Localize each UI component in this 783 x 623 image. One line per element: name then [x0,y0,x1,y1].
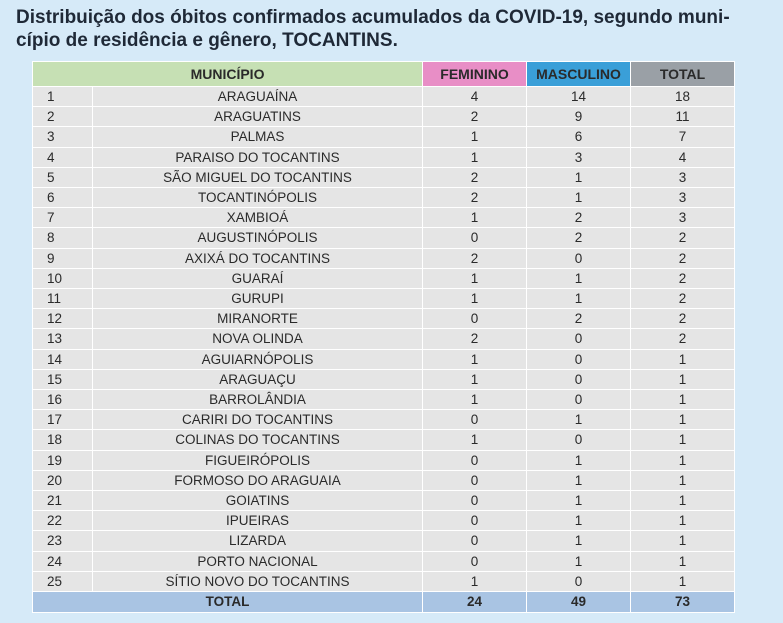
table-row [33,571,735,591]
row-masculino: 0 [527,390,631,410]
row-feminino: 2 [423,248,527,268]
row-feminino: 1 [423,349,527,369]
table-row [33,390,735,410]
row-masculino: 1 [527,491,631,511]
row-index: 21 [33,491,93,511]
row-total: 2 [631,268,735,288]
table-row [33,188,735,208]
row-municipio: FORMOSO DO ARAGUAIA [93,470,423,490]
row-total: 1 [631,349,735,369]
row-feminino: 1 [423,147,527,167]
row-total: 2 [631,329,735,349]
row-municipio: AXIXÁ DO TOCANTINS [93,248,423,268]
row-masculino: 6 [527,127,631,147]
row-index: 12 [33,309,93,329]
deaths-table [32,61,735,613]
row-total: 11 [631,107,735,127]
row-municipio: CARIRI DO TOCANTINS [93,410,423,430]
totals-total: 73 [631,592,735,613]
row-feminino: 0 [423,228,527,248]
table-row [33,511,735,531]
row-masculino: 9 [527,107,631,127]
table-row [33,127,735,147]
row-municipio: AGUIARNÓPOLIS [93,349,423,369]
row-feminino: 1 [423,430,527,450]
row-feminino: 0 [423,491,527,511]
row-municipio: PORTO NACIONAL [93,551,423,571]
row-masculino: 2 [527,309,631,329]
title-line-1: Distribuição dos óbitos confirmados acumulados da COVID-19, segundo muni- [16,7,730,28]
row-masculino: 1 [527,470,631,490]
row-index: 17 [33,410,93,430]
row-feminino: 0 [423,511,527,531]
row-masculino: 1 [527,551,631,571]
totals-masculino: 49 [527,592,631,613]
row-masculino: 0 [527,571,631,591]
row-municipio: GUARAÍ [93,268,423,288]
row-municipio: IPUEIRAS [93,511,423,531]
row-municipio: ARAGUAÍNA [93,87,423,107]
table-row [33,147,735,167]
row-feminino: 0 [423,551,527,571]
row-total: 1 [631,450,735,470]
table-row [33,208,735,228]
row-total: 18 [631,87,735,107]
row-total: 1 [631,491,735,511]
row-index: 2 [33,107,93,127]
row-feminino: 1 [423,289,527,309]
row-index: 13 [33,329,93,349]
table-row [33,410,735,430]
page-title [16,6,776,52]
row-municipio: XAMBIOÁ [93,208,423,228]
row-masculino: 1 [527,268,631,288]
row-masculino: 0 [527,329,631,349]
row-total: 1 [631,430,735,450]
table-row [33,531,735,551]
row-municipio: PALMAS [93,127,423,147]
row-feminino: 4 [423,87,527,107]
row-index: 6 [33,188,93,208]
table-row [33,349,735,369]
totals-row [33,592,735,613]
row-index: 10 [33,268,93,288]
table-row [33,369,735,389]
row-index: 7 [33,208,93,228]
row-total: 3 [631,167,735,187]
row-index: 8 [33,228,93,248]
row-masculino: 1 [527,410,631,430]
row-index: 18 [33,430,93,450]
row-masculino: 2 [527,208,631,228]
table-row [33,329,735,349]
header-total: TOTAL [631,62,735,87]
row-index: 11 [33,289,93,309]
row-total: 2 [631,228,735,248]
row-feminino: 1 [423,268,527,288]
row-masculino: 1 [527,531,631,551]
row-index: 22 [33,511,93,531]
row-index: 1 [33,87,93,107]
row-municipio: NOVA OLINDA [93,329,423,349]
header-feminino: FEMININO [423,62,527,87]
row-municipio: PARAISO DO TOCANTINS [93,147,423,167]
row-masculino: 0 [527,430,631,450]
row-feminino: 1 [423,208,527,228]
row-index: 19 [33,450,93,470]
row-feminino: 2 [423,188,527,208]
totals-feminino: 24 [423,592,527,613]
table-row [33,491,735,511]
row-index: 4 [33,147,93,167]
row-index: 24 [33,551,93,571]
table-header-row [33,62,735,87]
totals-label: TOTAL [33,592,423,613]
row-feminino: 2 [423,167,527,187]
table-row [33,228,735,248]
row-total: 7 [631,127,735,147]
row-masculino: 1 [527,511,631,531]
row-feminino: 1 [423,127,527,147]
table-row [33,167,735,187]
row-total: 2 [631,289,735,309]
table-row [33,430,735,450]
row-masculino: 2 [527,228,631,248]
row-total: 1 [631,531,735,551]
row-municipio: GOIATINS [93,491,423,511]
row-total: 2 [631,309,735,329]
table-row [33,268,735,288]
row-index: 16 [33,390,93,410]
title-line-2: cípio de residência e gênero, TOCANTINS. [16,30,398,51]
row-feminino: 0 [423,450,527,470]
row-municipio: COLINAS DO TOCANTINS [93,430,423,450]
row-masculino: 1 [527,167,631,187]
row-municipio: AUGUSTINÓPOLIS [93,228,423,248]
table-row [33,289,735,309]
row-total: 1 [631,551,735,571]
row-index: 25 [33,571,93,591]
row-feminino: 0 [423,309,527,329]
row-masculino: 1 [527,450,631,470]
row-feminino: 1 [423,571,527,591]
row-index: 15 [33,369,93,389]
row-total: 1 [631,511,735,531]
row-masculino: 1 [527,289,631,309]
row-index: 14 [33,349,93,369]
header-municipio: MUNICÍPIO [33,62,423,87]
row-index: 9 [33,248,93,268]
row-masculino: 0 [527,248,631,268]
table-row [33,248,735,268]
row-total: 1 [631,369,735,389]
row-masculino: 0 [527,349,631,369]
row-masculino: 0 [527,369,631,389]
table-row [33,551,735,571]
row-feminino: 1 [423,390,527,410]
header-masculino: MASCULINO [527,62,631,87]
row-municipio: TOCANTINÓPOLIS [93,188,423,208]
row-feminino: 2 [423,107,527,127]
row-total: 4 [631,147,735,167]
table-row [33,450,735,470]
row-index: 20 [33,470,93,490]
row-feminino: 0 [423,410,527,430]
row-feminino: 0 [423,531,527,551]
table-row [33,107,735,127]
row-index: 23 [33,531,93,551]
table-row [33,87,735,107]
row-total: 1 [631,571,735,591]
row-municipio: BARROLÂNDIA [93,390,423,410]
table-row [33,470,735,490]
row-masculino: 1 [527,188,631,208]
row-total: 2 [631,248,735,268]
row-total: 1 [631,470,735,490]
row-total: 3 [631,188,735,208]
row-total: 3 [631,208,735,228]
table-row [33,309,735,329]
row-index: 5 [33,167,93,187]
row-municipio: ARAGUATINS [93,107,423,127]
row-total: 1 [631,390,735,410]
row-municipio: SÃO MIGUEL DO TOCANTINS [93,167,423,187]
row-feminino: 2 [423,329,527,349]
row-total: 1 [631,410,735,430]
row-index: 3 [33,127,93,147]
row-masculino: 14 [527,87,631,107]
row-municipio: FIGUEIRÓPOLIS [93,450,423,470]
row-masculino: 3 [527,147,631,167]
row-municipio: ARAGUAÇU [93,369,423,389]
row-feminino: 0 [423,470,527,490]
row-municipio: GURUPI [93,289,423,309]
row-municipio: LIZARDA [93,531,423,551]
row-feminino: 1 [423,369,527,389]
row-municipio: SÍTIO NOVO DO TOCANTINS [93,571,423,591]
row-municipio: MIRANORTE [93,309,423,329]
